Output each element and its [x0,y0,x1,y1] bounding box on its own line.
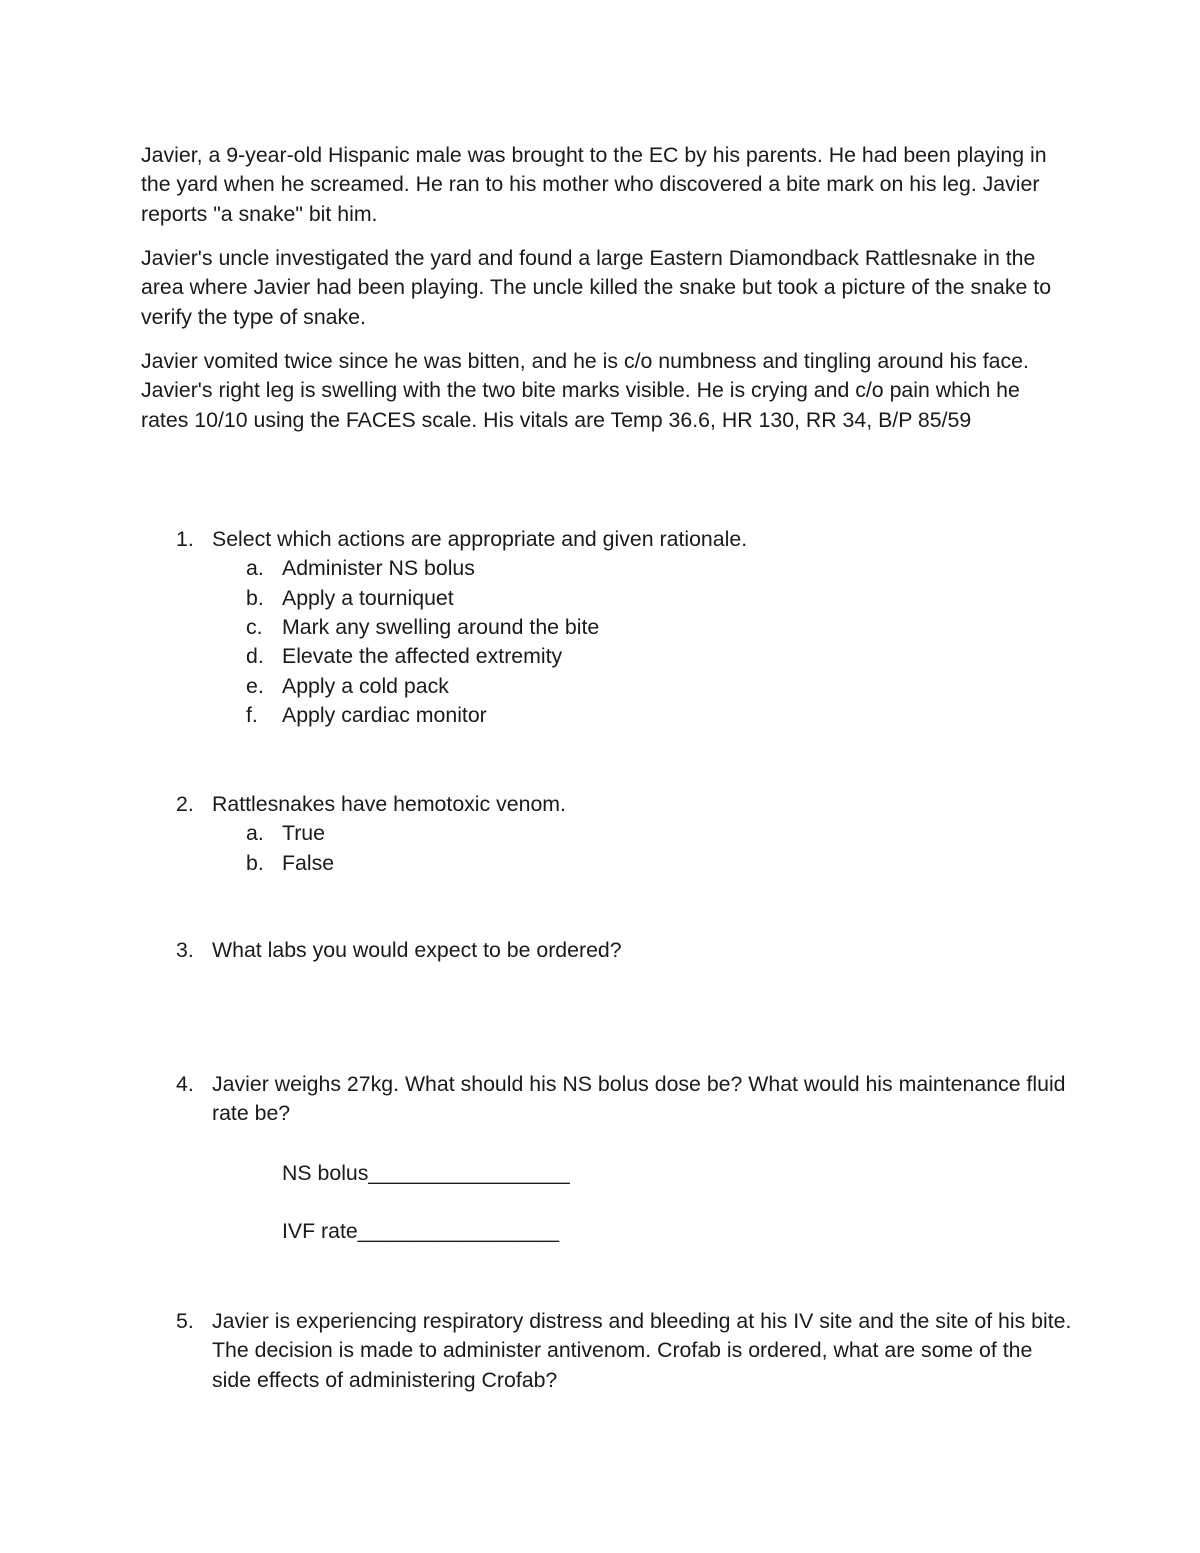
option-letter: a. [246,556,264,581]
option-text: Mark any swelling around the bite [282,615,600,640]
question-text: Select which actions are appropriate and given rationale. [212,527,748,551]
case-paragraph-1: Javier, a 9-year-old Hispanic male was brought to the EC by his parents. He had been playing in the yard when he screamed. He ran to his mother who discovered a bite mark on his leg. Javier reports "a snake" bit him. [141,143,1047,226]
option-item [246,849,1076,878]
question-3 [176,936,1076,965]
question-text: Javier is experiencing respiratory distress and bleeding at his IV site and the site of his bite. The decision is made to administer antivenom. Crofab is ordered, what are some of the side effects of administering Crofab? [212,1309,1072,1392]
option-item [246,701,1076,730]
question-2 [176,790,1076,878]
question-1 [176,525,1076,731]
case-paragraph-2: Javier's uncle investigated the yard and found a large Eastern Diamondback Rattlesnake in the area where Javier had been playing. The uncle killed the snake but took a picture of the snake to verify the type of snake. [141,246,1052,329]
question-5 [176,1307,1076,1395]
option-letter: e. [246,673,264,698]
option-letter: b. [246,850,264,875]
question-text: Rattlesnakes have hemotoxic venom. [212,792,566,816]
question-number: 5. [176,1309,194,1333]
question-number: 3. [176,938,194,962]
option-text: Administer NS bolus [282,556,475,581]
option-text: Apply a cold pack [282,673,449,698]
option-item [246,613,1076,642]
ivf-rate-blank: IVF rate_________________ [282,1219,560,1243]
option-letter: a. [246,821,264,846]
option-item [246,672,1076,701]
case-paragraph-3: Javier vomited twice since he was bitten, and he is c/o numbness and tingling around his face. Javier's right leg is swelling with the two bite marks visible. He is crying and c/o pain which he rates 10/10 using the FACES scale. His vitals are Temp 36.6, HR 130, RR 34, B/P 85/59 [141,349,1029,432]
question-text: Javier weighs 27kg. What should his NS bolus dose be? What would his maintenance fluid rate be? [212,1072,1066,1126]
option-item [246,819,1076,848]
question-text: What labs you would expect to be ordered? [212,938,622,962]
option-list [246,819,1076,878]
option-text: False [282,850,335,875]
question-number: 1. [176,527,194,551]
option-letter: d. [246,644,264,669]
option-text: True [282,821,325,846]
option-letter: c. [246,615,263,640]
option-item [246,584,1076,613]
ns-bolus-blank: NS bolus_________________ [282,1161,570,1185]
option-item [246,642,1076,671]
option-item [246,554,1076,583]
option-text: Apply cardiac monitor [282,703,487,728]
option-text: Apply a tourniquet [282,585,454,610]
option-letter: f. [246,703,258,728]
question-4 [176,1070,1076,1129]
question-number: 4. [176,1072,194,1096]
option-list [246,554,1076,730]
option-text: Elevate the affected extremity [282,644,563,669]
question-number: 2. [176,792,194,816]
option-letter: b. [246,585,264,610]
